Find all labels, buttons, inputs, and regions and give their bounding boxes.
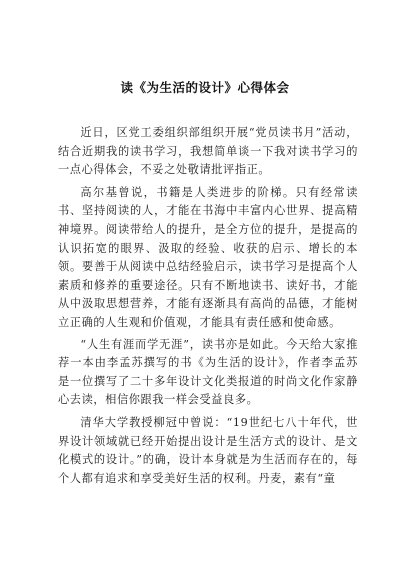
document-title: 读《为生活的设计》心得体会: [120, 80, 290, 95]
paragraph-tsinghua-quote: 清华大学教授柳冠中曾说：“19世纪七八十年代，世界设计领域就已经开始提出设计是生活方式的设计、是文化模式的设计。”的确，设计本身就是为生活而存在的，每个人都有追求和享受美好生活的权利。丹麦，素有“童: [58, 415, 358, 485]
paragraph-gorky-quote: 高尔基曾说，书籍是人类进步的阶梯。只有经常读书、坚持阅读的人，才能在书海中丰富内心世界、提高精神境界。阅读带给人的提升，是全方位的提升，是提高的认识拓宽的眼界、汲取的经验、收获的启示、增长的本领。要善于从阅读中总结经验启示，读书学习是提高个人素质和修养的重要途径。只有不断地读书、读好书，才能从中汲取思想营养，才能有逐渐具有高尚的品德，才能树立正确的人生观和价值观，才能具有责任感和使命感。: [58, 185, 358, 329]
paragraph-intro: 近日，区党工委组织部组织开展“党员读书月”活动，结合近期我的读书学习，我想简单谈一下我对读书学习的一点心得体会，不妥之处敬请批评指正。: [58, 126, 358, 177]
document-body: [58, 124, 358, 492]
paragraph-book-recommendation: “人生有涯而学无涯”，读书亦是如此。今天给大家推荐一本由李孟苏撰写的书《为生活的设计》，作者李孟苏是一位撰写了二十多年设计文化类报道的时尚文化作家静心去读，相信你跟我一样会受益良多。: [58, 337, 358, 407]
